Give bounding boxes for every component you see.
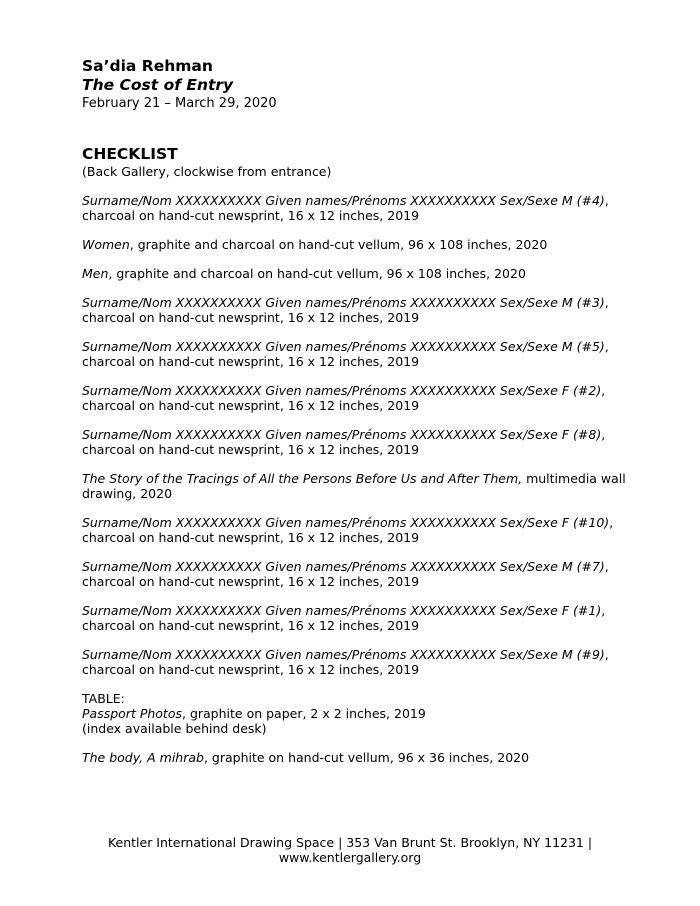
entry-details: , charcoal on hand-cut newsprint, 16 x 12 inches, 2019 [82,647,609,677]
entry-title: Surname/Nom XXXXXXXXXX Given names/Prénoms XXXXXXXXXX Sex/Sexe F (#8) [82,427,602,442]
checklist-entry [82,559,642,589]
checklist-entry [82,266,642,281]
checklist-entry [82,383,642,413]
entry-details: , graphite and charcoal on hand-cut vellum, 96 x 108 inches, 2020 [129,237,548,252]
entry-details: , charcoal on hand-cut newsprint, 16 x 12 inches, 2019 [82,383,606,413]
exhibition-dates: February 21 – March 29, 2020 [82,96,277,111]
entry-title: Surname/Nom XXXXXXXXXX Given names/Prénoms XXXXXXXXXX Sex/Sexe M (#5) [82,339,605,354]
entry-title: Surname/Nom XXXXXXXXXX Given names/Prénoms XXXXXXXXXX Sex/Sexe M (#7) [82,559,605,574]
footer-website: www.kentlergallery.org [278,850,422,865]
entry-title: Surname/Nom XXXXXXXXXX Given names/Prénoms XXXXXXXXXX Sex/Sexe M (#9) [82,647,605,662]
entry-title: Surname/Nom XXXXXXXXXX Given names/Prénoms XXXXXXXXXX Sex/Sexe M (#4) [82,193,605,208]
entry-title: Surname/Nom XXXXXXXXXX Given names/Prénoms XXXXXXXXXX Sex/Sexe F (#10) [82,515,610,530]
entry-details: , charcoal on hand-cut newsprint, 16 x 12 inches, 2019 [82,193,609,223]
footer-address: Kentler International Drawing Space | 353 Van Brunt St. Brooklyn, NY 11231 | [107,835,593,850]
entry-details: , charcoal on hand-cut newsprint, 16 x 12 inches, 2019 [82,603,606,633]
checklist-entry [82,515,642,545]
table-label: TABLE: [82,691,125,706]
entry-details: , graphite and charcoal on hand-cut vellum, 96 x 108 inches, 2020 [108,266,526,281]
entry-title: Surname/Nom XXXXXXXXXX Given names/Prénoms XXXXXXXXXX Sex/Sexe M (#3) [82,295,605,310]
entry-title: Surname/Nom XXXXXXXXXX Given names/Prénoms XXXXXXXXXX Sex/Sexe F (#2) [82,383,602,398]
entry-details: , graphite on paper, 2 x 2 inches, 2019 [182,706,426,721]
checklist-entry [82,237,642,252]
entry-title: The body, A mihrab [82,750,204,765]
entry-details: , graphite on hand-cut vellum, 96 x 36 inches, 2020 [203,750,530,765]
checklist-entry [82,339,642,369]
entry-title: The Story of the Tracings of All the Persons Before Us and After Them, [82,471,523,486]
checklist-entry [82,427,642,457]
document-page [82,57,642,779]
entry-title: Women [82,237,130,252]
table-note: (index available behind desk) [82,721,267,736]
exhibition-title: The Cost of Entry [82,76,234,94]
checklist-entry [82,295,642,325]
entry-details: , charcoal on hand-cut newsprint, 16 x 12 inches, 2019 [82,559,609,589]
checklist-entry [82,750,642,765]
entry-details: multimedia wall drawing, 2020 [82,471,626,501]
checklist-entry [82,193,642,223]
entry-details: , charcoal on hand-cut newsprint, 16 x 12 inches, 2019 [82,295,609,325]
checklist-entry [82,603,642,633]
footer [0,835,700,865]
checklist-entry [82,471,642,501]
artist-name: Sa’dia Rehman [82,57,213,75]
checklist-subheading: (Back Gallery, clockwise from entrance) [82,164,332,179]
checklist-entries [82,193,642,765]
entry-title: Surname/Nom XXXXXXXXXX Given names/Prénoms XXXXXXXXXX Sex/Sexe F (#1) [82,603,602,618]
entry-details: , charcoal on hand-cut newsprint, 16 x 12 inches, 2019 [82,515,614,545]
table-section [82,691,642,736]
entry-title: Passport Photos [82,706,182,721]
entry-details: , charcoal on hand-cut newsprint, 16 x 12 inches, 2019 [82,339,609,369]
entry-details: , charcoal on hand-cut newsprint, 16 x 12 inches, 2019 [82,427,606,457]
checklist-heading: CHECKLIST [82,145,178,163]
checklist-entry [82,647,642,677]
entry-title: Men [82,266,109,281]
